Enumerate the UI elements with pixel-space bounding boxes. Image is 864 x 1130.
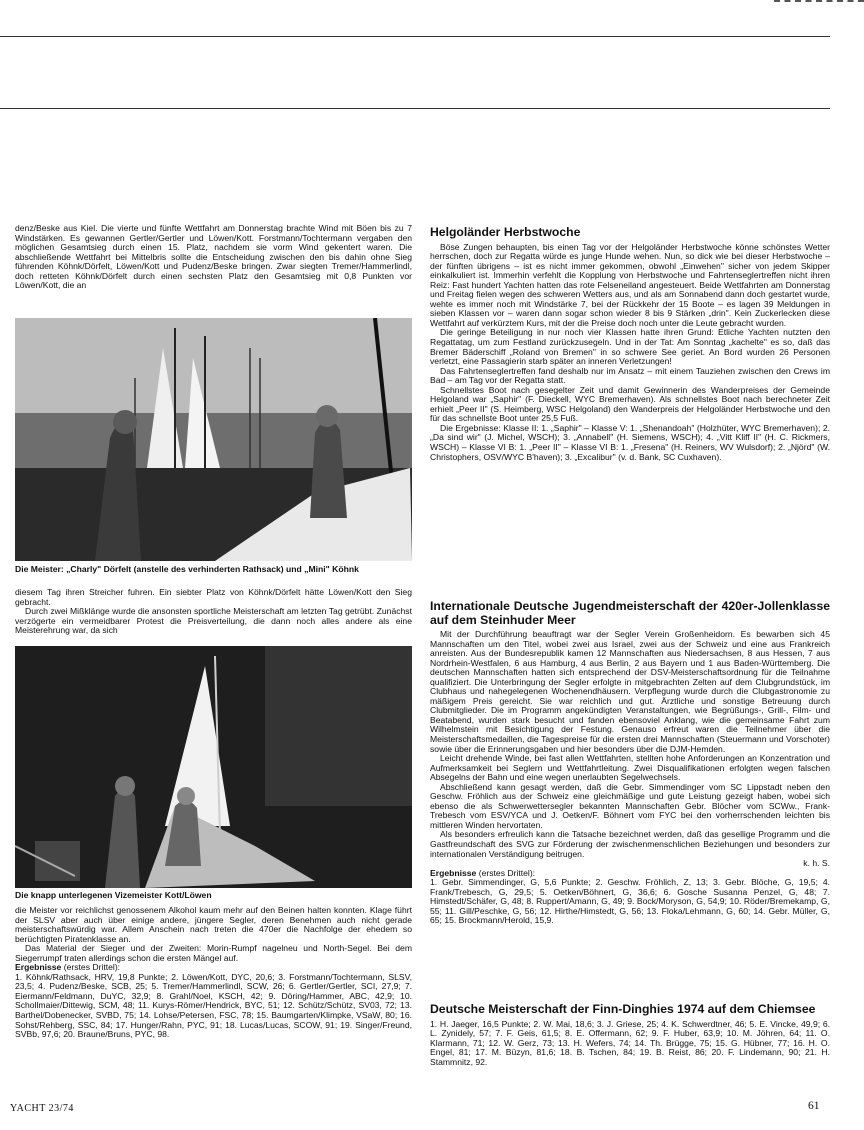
- left-middle-text: [15, 588, 412, 636]
- page-number: 61: [808, 1100, 820, 1112]
- middle-paragraph-1: diesem Tag ihren Streicher fuhren. Ein siebter Platz von Köhnk/Dörfelt hätte Löwen/Kott den Sieg gebracht.: [15, 587, 412, 607]
- bottom-paragraph-2: Das Material der Sieger und der Zweiten: Morin-Rumpf nagelneu und North-Segel. Bei dem Siegerrumpf traten allerdings schon die ersten Mängel auf.: [15, 943, 412, 963]
- helgoland-results: Die Ergebnisse: Klasse II: 1. „Saphir" – Klasse V: 1. „Shenandoah" (Holzhüter, WYC Bremerhaven); 2. „Da sind wir" (J. Michel, WSCH); 3. „Annabell" (H. Siemens, WSCH); 4. „Vitt Kliff II" (H. C. Rickmers, WSCH) – Klasse VI B: 1. „Peer II" – Klasse VI B: 1. „Fresena" (H. Reiners, WV Wulsdorf); 2. „Njörd" (W. Christophers, OSV/WYC B'haven); 3. „Excalibur" (v. d. Bank, SC Cuxhaven).: [430, 422, 830, 462]
- photo-vice-champions: [15, 646, 412, 888]
- finn-title: Deutsche Meisterschaft der Finn-Dinghies 1974 auf dem Chiemsee: [430, 1002, 816, 1016]
- magazine-issue: YACHT 23/74: [10, 1103, 74, 1114]
- middle-paragraph-2: Durch zwei Mißklänge wurde die ansonsten sportliche Meisterschaft am letzten Tag getrübt. Zunächst verzögerte ein vermeidbarer Protest die Preisverteilung, die dann noch alles andere als eine Meisterehrung war, da sich: [15, 606, 412, 636]
- left-bottom-text: [15, 906, 412, 1040]
- caption-champions: Die Meister: „Charly" Dörfelt (anstelle des verhinderten Rathsack) und „Mini" Köhnk: [15, 564, 359, 574]
- section-youth-championship: [430, 600, 830, 926]
- header-rule-top: [0, 36, 830, 37]
- youth-paragraph-4: Als besonders erfreulich kann die Tatsache bezeichnet werden, daß das gesellige Programm und die Gastfreundschaft des SVG zur Förderung der zwischenmenschlichen Beziehungen und besonders zur internationalen Verständigung beitrugen.: [430, 829, 830, 859]
- helgoland-paragraph-4: Schnellstes Boot nach gesegelter Zeit und damit Gewinnerin des Wanderpreises der Gemeinde Helgoland war „Saphir" (F. Dieckell, WYC Bremerhaven). Als schnellstes Boot nach berechneter Zeit erhielt „Peer II" (S. Heimberg, WSC Helgoland) den Wanderpreis der Helgoländer Herbstwoche und den für das schnellste Boot unter 25,5 Fuß.: [430, 384, 830, 424]
- header-rule-bottom: [0, 108, 830, 109]
- helgoland-paragraph-2: Die geringe Beteiligung in nur noch vier Klassen hatte ihren Grund: Etliche Yachten nutzten den Regattatag, um zum Festland zurückzusegeln. Und in der Tat: Am Sonntag „kachelte" es so, daß das Bremer Bäderschiff „Roland von Bremen" in so schwere See geriet. An Bord wurden 26 Personen verletzt, eine Passagierin starb später an inneren Verletzungen!: [430, 327, 830, 367]
- results-420-470: 1. Köhnk/Rathsack, HRV, 19,8 Punkte; 2. Löwen/Kott, DYC, 20,6; 3. Forstmann/Tochtermann, SLSV, 23,5; 4. Pudenz/Beske, SCB, 25; 5. Tremer/Hammerlindl, SCW, 26; 6. Gertler/Gertler, SCI, 27,9; 7. Eiermann/Feldmann, DuYC, 32,9; 8. Grahl/Noel, KSCH, 42; 9. Döring/Hammer, ABC, 42,9; 10. Schollmaier/Dittewig, SCM, 48; 11. Kurys-Römer/Hendrick, BYC, 51; 12. Schütz/Schütz, SV03, 72; 13. Barthel/Dobenecker, SVBD, 75; 14. Lohse/Petersen, FSC, 78; 15. Baumgarten/Klimpke, VSaW, 80; 16. Sohst/Rehberg, SSC, 84; 17. Hunger/Rahn, PYC, 91; 18. Lucas/Lucas, SCOW, 91; 19. Singer/Freund, SVBb, 97,6; 20. Braune/Bruns, PYC, 98.: [15, 971, 412, 1040]
- youth-results-note: (erstes Drittel):: [476, 867, 536, 878]
- intro-paragraph: denz/Beske aus Kiel. Die vierte und fünfte Wettfahrt am Donnerstag brachte Wind mit Böen bis zu 7 Windstärken. Es gewannen Gertler/Gertler und Löwen/Kott. Forstmann/Tochtermann vergaben den möglichen Gesamtsieg durch einen 15. Platz, nachdem sie vorm Wind gekentert waren. Die abschließende Wettfahrt bei Mittelbris sollte die Entscheidung zwischen den bis dahin ohne Sieg führenden Köhnk/Dörfelt, Löwen/Kott und Pudenz/Beske bringen. Zwar siegten Tremer/Hammerlindl, doch retteten Köhnk/Dörfelt durch einen sechsten Platz den Gesamtsieg mit 0,8 Punkten vor Löwen/Kott, die an: [15, 223, 412, 291]
- youth-title: Internationale Deutsche Jugendmeisterschaft der 420er-Jollenklasse auf dem Steinhuder Meer: [430, 599, 830, 627]
- youth-results: 1. Gebr. Simmendinger, G, 5,6 Punkte; 2. Geschw. Fröhlich, Z, 13; 3. Gebr. Blöche, G, 19,5; 4. Frank/Trebesch, G, 29,5; 5. Oetken/Böhnert, G, 36,6; 6. Gosche Susanna Penzel, G, 48; 7. Himstedt/Schäfer, G, 48; 8. Ruppert/Amann, G, 49; 9. Bock/Moryson, G, 54,9; 10. Röder/Bremekamp, G, 55; 11. Gill/Peschke, G, 56; 12. Hirthe/Himstedt, G, 56; 13. Floka/Lehmann, G, 60; 14. Gebr. Müller, G, 65; 15. Brockmann/Herold, 15,9.: [430, 877, 830, 926]
- youth-paragraph-1: Mit der Durchführung beauftragt war der Segler Verein Großenheidorn. Es bewarben sich 45 Mannschaften um den Titel, wobei zwei aus Israel, zwei aus der Schweiz und eine aus Frankreich anreisten. Aus der Bundesrepublik kamen 12 Mannschaften aus Niedersachsen, 8 aus Hessen, 7 aus Nordrhein-Westfalen, 6 aus Hamburg, 4 aus Berlin, 2 aus Bayern und 1 aus Baden-Württemberg. Die deutschen Mannschaften hatten sich entsprechend der DSV-Meisterschaftsordnung für die Teilnahme qualifiziert. Die Unterbringung der Segler erfolgte in mitgebrachten Zelten auf dem Clubgrundstück, im Clubhaus und nahegelegenen Wochenendhäusern. Verpflegung wurde durch die Clubgastronomie zu mäßigem Preis gereicht. Sie war reichlich und gut. Ärztliche und sonstige Betreuung durch Clubmitglieder. Die im Programm angekündigten Veranstaltungen, wie Begrüßungs-, Grill-, Film- und Beatabend, wurden stark besucht und fanden ebensoviel Anklang, wie die gemeinsame Fahrt zum Wilhelmstein mit Besichtigung der Festung. Genauso erfreut waren die Teilnehmer über die Meisterschaftsmedaillen, die Tagespreise für die ersten drei Mannschaften (Steuermann und Vorschoter) sowie über die Erinnerungsgaben und hier besonders über die DJM-Hemden.: [430, 629, 830, 754]
- left-column-intro: [15, 224, 412, 291]
- results-note: (erstes Drittel):: [61, 962, 121, 973]
- bottom-paragraph-1: die Meister vor reichlichst genossenem Alkohol kaum mehr auf den Beinen halten konnten. Klage führt der SLSV aber auch über einige andere, jüngere Segler, deren Benehmen auch nicht gerade meisterschaftswürdig war. Allem Anschein nach treten die 470er die Nachfolge der ehedem so berüchtigten Piratenklasse an.: [15, 905, 412, 944]
- caption-vice-champions: Die knapp unterlegenen Vizemeister Kott/Löwen: [15, 890, 212, 900]
- helgoland-title: Helgoländer Herbstwoche: [430, 225, 581, 239]
- helgoland-paragraph-1: Böse Zungen behaupten, bis einen Tag vor der Helgoländer Herbstwoche könne schönstes Wetter herrschen, doch zur Regatta würde es junge Hunde wehen. Nun, so dick wie bei dieser Herbstwoche – der fünften übrigens – ist es nicht immer gekommen, obwohl „Einwehen" sicher von jedem Skipper einkalkuliert ist. Immerhin verfehlt die Kopplung von Herbstwoche und Fahrtenseglertreffen nicht ihren Reiz: Fast hundert Yachten hatten das rote Felseneiland angesteuert. Beide Wettfahrten am Donnerstag und Freitag fielen wegen des schweren Wetters aus, und als am Sonnabend dann doch gestartet wurde, wehte es immer noch mit Windstärke 7, bei der Rückkehr der 15 Boote – es lagen 39 Meldungen in sieben Klassen vor – waren dann sogar schon wieder 8 bis 9 Stärken „drin". Kein Zuckerlecken diese Wettfahrt auf verkürztem Kurs, mit der die Preise doch noch unter die Leute gebracht wurden.: [430, 241, 830, 328]
- youth-signature: k. h. S.: [803, 858, 830, 869]
- section-finn-championship: [430, 1003, 830, 1067]
- helgoland-paragraph-3: Das Fahrtenseglertreffen fand deshalb nur im Ansatz – mit einem Tauziehen zwischen den Crews im Bad – am Tag vor der Regatta statt.: [430, 365, 830, 386]
- section-helgoland: [430, 226, 830, 462]
- finn-results: 1. H. Jaeger, 16,5 Punkte; 2. W. Mai, 18,6; 3. J. Griese, 25; 4. K. Schwerdtner, 46; 5. E. Vincke, 49,9; 6. L. Zynidely, 57; 7. F. Geis, 61,5; 8. E. Offermann, 62; 9. F. Huber, 63,9; 10. M. Jöhren, 64; 11. O. Klarmann, 71; 12. W. Gerz, 73; 13. H. Wefers, 74; 14. Th. Brügge, 75; 15. G. Hübner, 77; 16. H. O. Engel, 81; 17. M. Büzyn, 81,6; 18. B. Tschen, 84; 19. B. Reist, 86; 20. F. Lindemann, 90; 21. H. Stammnitz, 92.: [430, 1018, 830, 1067]
- photo-champions: [15, 318, 412, 561]
- youth-paragraph-3: Abschließend kann gesagt werden, daß die Gebr. Simmendinger vom SC Lippstadt neben den Geschw. Fröhlich aus der Schweiz eine gleichmäßige und gute Leistung gezeigt haben, wobei sich ebenso die als Schwerwettersegler bekannten Mannschaften Gebr. Blöcher vom SCWw., Frank-Trebesch vom ESV/YCA und J. Oetken/F. Böhnert vom FYC bei den vorherrschenden leichten bis mittleren Winden hervortaten.: [430, 781, 830, 830]
- results-label: Ergebnisse: [15, 962, 62, 973]
- top-dashed-rule: [774, 0, 864, 5]
- youth-paragraph-2: Leicht drehende Winde, bei fast allen Wettfahrten, stellten hohe Anforderungen an Konzentration und Aufmerksamkeit bei Seglern und Wettfahrtleitung. Zwei Disqualifikationen erfolgten wegen falschen Absegelns der Bahn und eine wegen unerlaubten Segelwechsels.: [430, 753, 830, 783]
- youth-results-label: Ergebnisse: [430, 867, 477, 878]
